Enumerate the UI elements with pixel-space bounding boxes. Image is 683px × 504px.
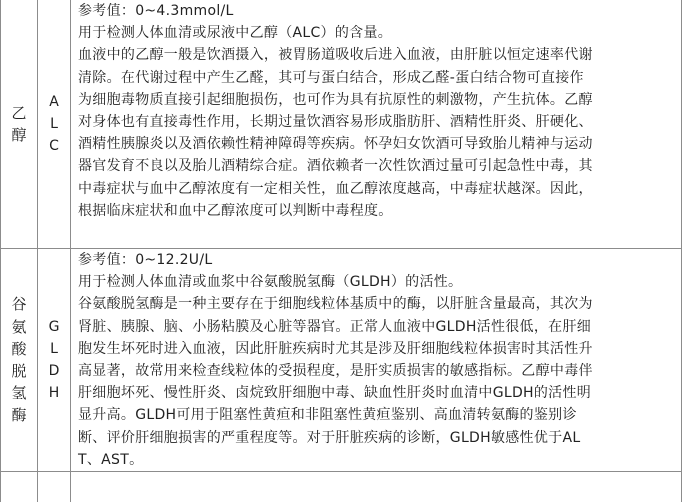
item-abbr-char: G xyxy=(48,318,60,335)
reference-value: 参考值：0~4.3mmol/L xyxy=(78,3,234,19)
description-line: 肾脏、胰腺、脑、小肠粘膜及心脏等器官。正常人血液中GLDH活性很低，在肝细 xyxy=(78,318,592,335)
item-description-cell xyxy=(71,249,682,472)
description-line: 显升高。GLDH可用于阻塞性黄疸和非阻塞性黄疸鉴别、高血清转氨酶的鉴别诊 xyxy=(78,407,577,424)
table-row xyxy=(1,249,682,472)
item-abbr-char: L xyxy=(50,115,58,132)
description-line: 清除。在代谢过程中产生乙醛，其可与蛋白结合，形成乙醛-蛋白结合物可直接作 xyxy=(78,69,584,86)
item-name-char: 酸 xyxy=(11,339,27,358)
table-row xyxy=(1,0,682,249)
item-name-char: 酶 xyxy=(11,406,27,425)
description-line: 断、评价肝细胞损害的严重程度等。对于肝脏疾病的诊断，GLDH敏感性优于AL xyxy=(78,429,581,446)
description-line: T、AST。 xyxy=(78,451,144,468)
empty-cell xyxy=(71,472,682,503)
item-abbr-char: L xyxy=(50,340,58,357)
item-name-cell xyxy=(1,0,38,249)
reference-value: 参考值：0~12.2U/L xyxy=(78,252,213,268)
item-name-char: 谷 xyxy=(11,295,27,314)
description-line: 用于检测人体血清或尿液中乙醇（ALC）的含量。 xyxy=(78,25,393,42)
item-description-cell xyxy=(71,0,682,249)
item-abbr-cell xyxy=(38,0,71,249)
item-name-char: 乙 xyxy=(11,103,27,122)
item-abbr-char: C xyxy=(49,138,59,155)
item-name-char: 氨 xyxy=(11,317,27,336)
item-abbr-char: H xyxy=(48,385,60,402)
description-line: 肝细胞坏死、慢性肝炎、卤烷致肝细胞中毒、缺血性肝炎时血清中GLDH的活性明 xyxy=(78,385,592,402)
description-line: 为细胞毒物质直接引起细胞损伤，也可作为具有抗原性的刺激物，产生抗体。乙醇 xyxy=(78,91,593,108)
item-abbr-char: A xyxy=(49,93,59,110)
item-abbr-char: D xyxy=(48,363,60,380)
description-line: 血液中的乙醇一般是饮酒摄入，被胃肠道吸收后进入血液，由肝脏以恒定速率代谢 xyxy=(78,47,593,64)
description-line: 胞发生坏死时进入血液，因此肝脏疾病时尤其是涉及肝细胞线粒体损害时其活性升 xyxy=(78,340,593,357)
description-line: 用于检测人体血清或血浆中谷氨酸脱氢酶（GLDH）的活性。 xyxy=(78,274,463,291)
empty-cell xyxy=(38,472,71,503)
description-line: 谷氨酸脱氢酶是一种主要存在于细胞线粒体基质中的酶，以肝脏含量最高，其次为 xyxy=(78,296,593,313)
description-line: 对身体也有直接毒性作用，长期过量饮酒容易形成脂肪肝、酒精性肝炎、肝硬化、 xyxy=(78,114,593,131)
item-name-char: 氢 xyxy=(11,384,27,403)
item-name-cell xyxy=(1,249,38,472)
item-abbr-cell xyxy=(38,249,71,472)
description-line: 中毒症状与血中乙醇浓度有一定相关性，血乙醇浓度越高，中毒症状越深。因此， xyxy=(78,180,593,197)
table-row xyxy=(1,472,682,503)
empty-cell xyxy=(1,472,38,503)
description-line: 器官发育不良以及胎儿酒精综合症。酒依赖者一次性饮酒过量可引起急性中毒，其 xyxy=(78,158,593,175)
description-line: 根据临床症状和血中乙醇浓度可以判断中毒程度。 xyxy=(78,202,393,219)
description-line: 高显著，故常用来检查线粒体的受损程度，是肝实质损害的敏感指标。乙醇中毒伴 xyxy=(78,363,593,380)
item-name-char: 脱 xyxy=(11,362,27,381)
item-name-char: 醇 xyxy=(11,126,27,144)
description-line: 酒精性胰腺炎以及酒依赖性精神障碍等疾病。怀孕妇女饮酒可导致胎儿精神与运动 xyxy=(78,136,593,153)
